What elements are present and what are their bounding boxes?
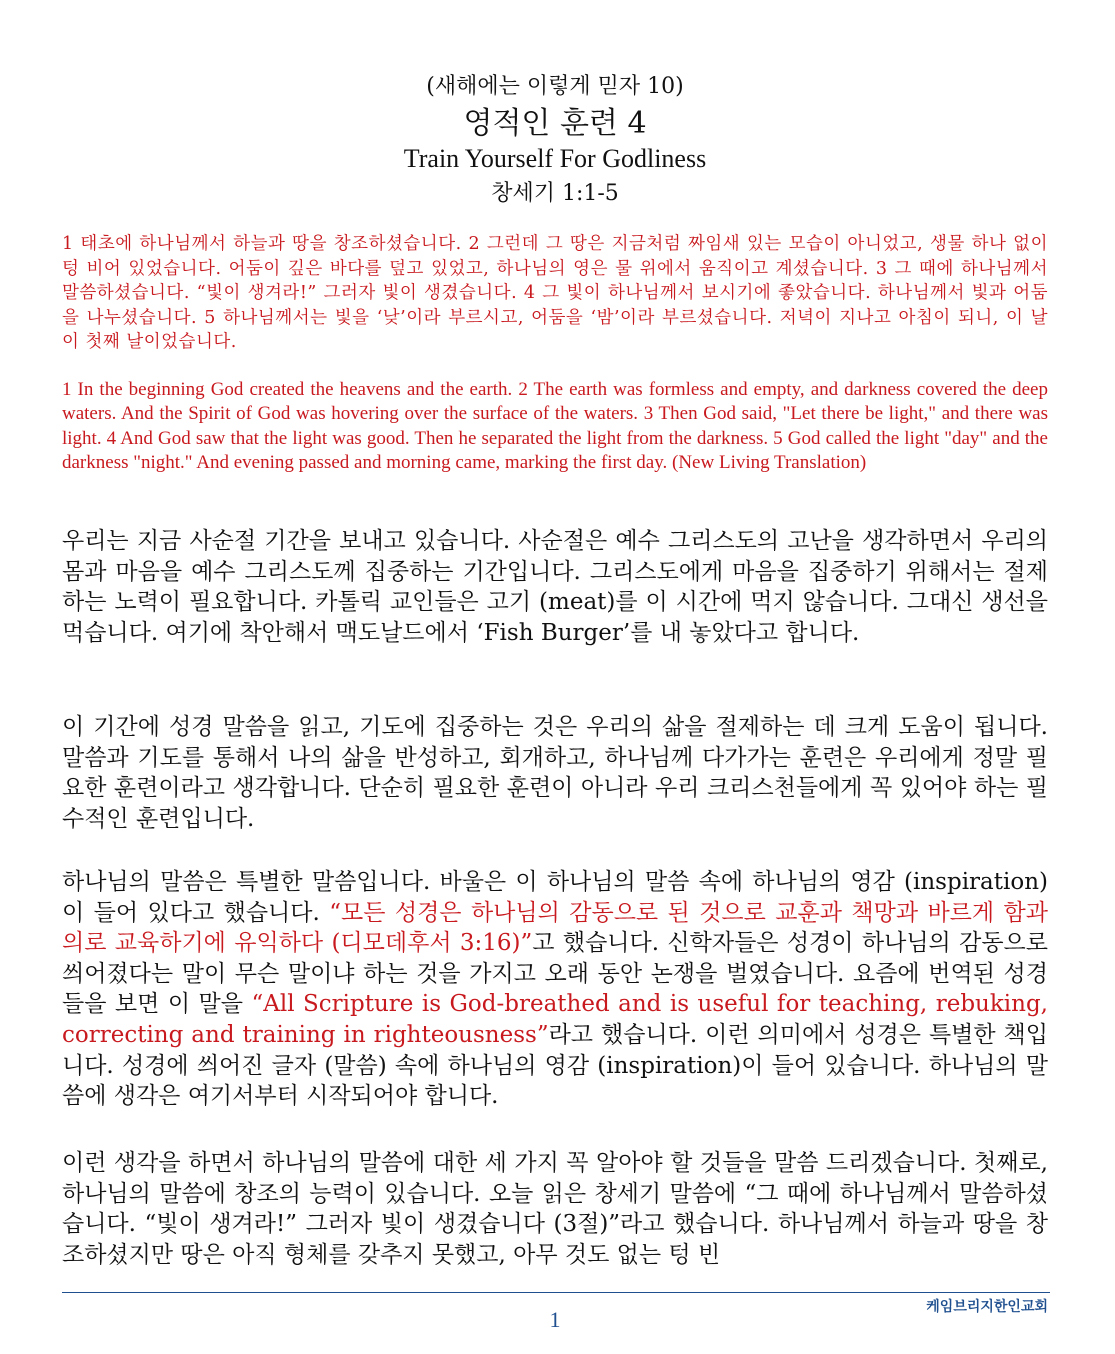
quote-english: “All Scripture is God-breathed and is useful for teaching, rebuking, correcting and training in righteousness” — [62, 991, 1048, 1048]
sermon-series: (새해에는 이렇게 믿자 10) — [426, 74, 684, 99]
body-paragraph-3 — [62, 867, 1048, 1112]
quote-korean: “모든 성경은 하나님의 감동으로 된 것으로 교훈과 책망과 바르게 함과 의로 교육하기에 유익하다 (디모데후서 3:16)” — [62, 899, 1048, 957]
footer-divider — [62, 1292, 1050, 1293]
body-paragraph-2: 이 기간에 성경 말씀을 읽고, 기도에 집중하는 것은 우리의 삶을 절제하는 데 크게 도움이 됩니다. 말씀과 기도를 통해서 나의 삶을 반성하고, 회개하고, 하나님께 다가가는 훈련은 우리에게 정말 필요한 훈련이라고 생각합니다. 단순히 필요한 훈련이 아니라 우리 크리스천들에게 꼭 있어야 하는 필수적인 훈련입니다. — [62, 714, 1048, 832]
scripture-reference: 창세기 1:1-5 — [491, 181, 619, 206]
scripture-english: 1 In the beginning God created the heavens and the earth. 2 The earth was formless and empty, and darkness covered the deep waters. And the Spirit of God was hovering over the surface of the waters. 3 Then God said, "Let there be light," and there was light. 4 And God saw that the light was good. Then he separated the light from the darkness. 5 God called the light "day" and the darkness "night." And evening passed and morning came, marking the first day. (New Living Translation) — [62, 379, 1048, 474]
page-number: 1 — [549, 1307, 561, 1332]
paragraph-text: 라고 했습니다. 이런 의미에서 성경은 특별한 책입니다. 성경에 씌어진 글자 (말씀) 속에 하나님의 영감 (inspiration)이 들어 있습니다. 하나님의 말씀에 생각은 여기서부터 시작되어야 합니다. — [62, 1021, 1048, 1110]
body-paragraph-1: 우리는 지금 사순절 기간을 보내고 있습니다. 사순절은 예수 그리스도의 고난을 생각하면서 우리의 몸과 마음을 예수 그리스도께 집중하는 기간입니다. 그리스도에게 마음을 집중하기 위해서는 절제하는 노력이 필요합니다. 카톨릭 교인들은 고기 (meat)를 이 시간에 먹지 않습니다. 그대신 생선을 먹습니다. 여기에 착안해서 맥도날드에서 ‘Fish Burger’를 내 놓았다고 합니다. — [62, 528, 1048, 646]
body-paragraph-4: 이런 생각을 하면서 하나님의 말씀에 대한 세 가지 꼭 알아야 할 것들을 말씀 드리겠습니다. 첫째로, 하나님의 말씀에 창조의 능력이 있습니다. 오늘 읽은 창세기 말씀에 “그 때에 하나님께서 말씀하셨습니다. “빛이 생겨라!” 그러자 빛이 생겼습니다 (3절)”라고 했습니다. 하나님께서 하늘과 땅을 창조하셨지만 땅은 아직 형체를 갖추지 못했고, 아무 것도 없는 텅 빈 — [62, 1150, 1048, 1268]
sermon-title: 영적인 훈련 4 — [463, 106, 647, 141]
church-name: 케임브리지한인교회 — [926, 1299, 1048, 1315]
paragraph-text: 고 했습니다. 신학자들은 성경이 하나님의 감동으로 씌어졌다는 말이 무슨 말이냐 하는 것을 가지고 오래 동안 논쟁을 벌였습니다. 요즘에 번역된 성경들을 보면 이 말을 — [62, 930, 1048, 1018]
paragraph-text: 하나님의 말씀은 특별한 말씀입니다. 바울은 이 하나님의 말씀 속에 하나님의 영감 (inspiration)이 들어 있다고 했습니다. — [62, 869, 1048, 926]
scripture-korean: 1 태초에 하나님께서 하늘과 땅을 창조하셨습니다. 2 그런데 그 땅은 지금처럼 짜임새 있는 모습이 아니었고, 생물 하나 없이 텅 비어 있었습니다. 어둠이 깊은 바다를 덮고 있었고, 하나님의 영은 물 위에서 움직이고 계셨습니다. 3 그 때에 하나님께서 말씀하셨습니다. “빛이 생겨라!” 그러자 빛이 생겼습니다. 4 그 빛이 하나님께서 보시기에 좋았습니다. 하나님께서 빛과 어둠을 나누셨습니다. 5 하나님께서는 빛을 ‘낮’이라 부르시고, 어둠을 ‘밤’이라 부르셨습니다. 저녁이 지나고 아침이 되니, 이 날이 첫째 날이었습니다. — [62, 234, 1048, 353]
sermon-subtitle: Train Yourself For Godliness — [403, 144, 707, 173]
